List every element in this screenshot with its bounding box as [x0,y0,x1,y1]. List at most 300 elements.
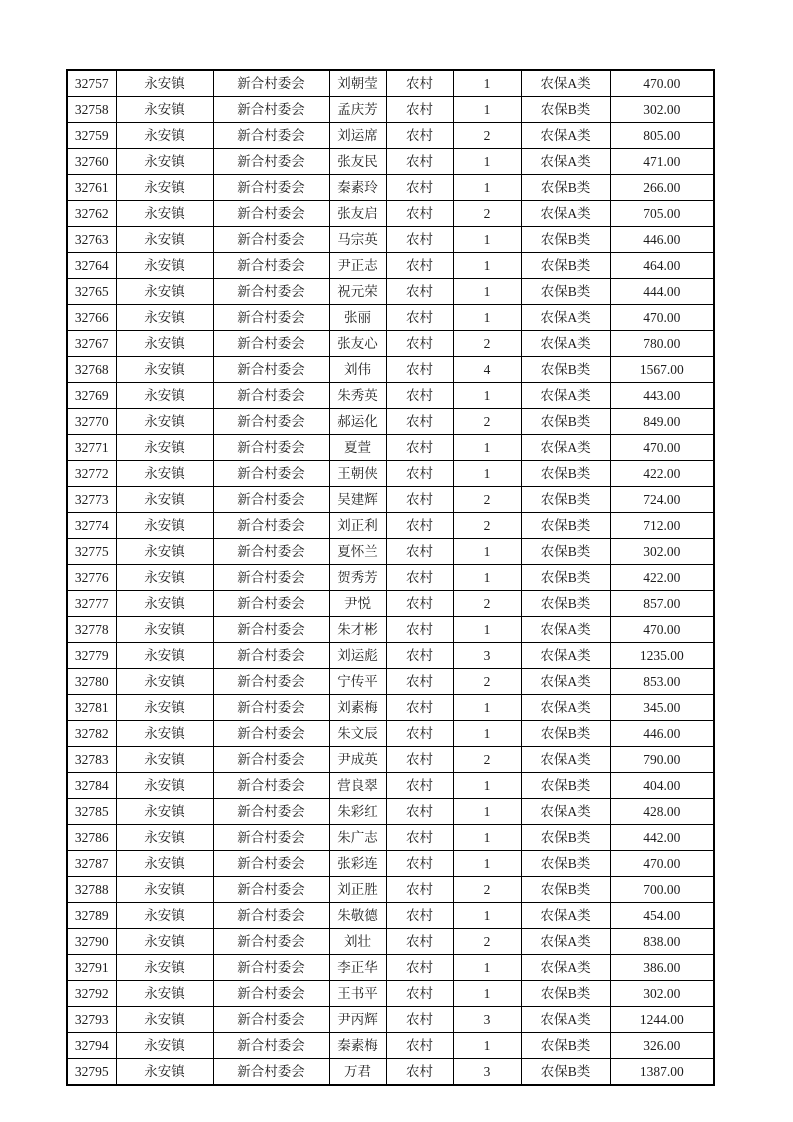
cell-serial-number: 32789 [67,903,116,929]
cell-village-committee: 新合村委会 [213,357,329,383]
cell-amount: 422.00 [610,565,714,591]
cell-person-name: 王朝侠 [329,461,386,487]
cell-amount: 302.00 [610,981,714,1007]
cell-serial-number: 32779 [67,643,116,669]
cell-town: 永安镇 [116,617,213,643]
cell-person-name: 刘伟 [329,357,386,383]
cell-person-name: 朱彩红 [329,799,386,825]
cell-village-committee: 新合村委会 [213,591,329,617]
cell-insurance-category: 农保A类 [521,747,610,773]
cell-town: 永安镇 [116,877,213,903]
cell-serial-number: 32758 [67,97,116,123]
cell-amount: 443.00 [610,383,714,409]
cell-village-committee: 新合村委会 [213,669,329,695]
cell-serial-number: 32774 [67,513,116,539]
cell-person-count: 2 [453,123,521,149]
cell-town: 永安镇 [116,175,213,201]
cell-serial-number: 32791 [67,955,116,981]
cell-serial-number: 32792 [67,981,116,1007]
cell-amount: 386.00 [610,955,714,981]
cell-insurance-category: 农保B类 [521,1033,610,1059]
cell-person-count: 1 [453,721,521,747]
cell-village-committee: 新合村委会 [213,175,329,201]
cell-household-type: 农村 [386,357,453,383]
cell-person-name: 秦素梅 [329,1033,386,1059]
cell-person-name: 王书平 [329,981,386,1007]
cell-insurance-category: 农保B类 [521,175,610,201]
table-row [67,1033,714,1059]
cell-person-count: 1 [453,773,521,799]
cell-household-type: 农村 [386,877,453,903]
cell-serial-number: 32759 [67,123,116,149]
cell-person-name: 刘朝莹 [329,70,386,97]
cell-person-count: 1 [453,955,521,981]
cell-village-committee: 新合村委会 [213,1059,329,1086]
cell-person-count: 1 [453,825,521,851]
table-row [67,201,714,227]
cell-amount: 444.00 [610,279,714,305]
cell-amount: 838.00 [610,929,714,955]
cell-person-name: 尹丙辉 [329,1007,386,1033]
cell-town: 永安镇 [116,1007,213,1033]
cell-insurance-category: 农保A类 [521,123,610,149]
table-row [67,643,714,669]
cell-person-count: 1 [453,617,521,643]
cell-person-count: 1 [453,981,521,1007]
cell-person-name: 秦素玲 [329,175,386,201]
cell-household-type: 农村 [386,70,453,97]
cell-household-type: 农村 [386,721,453,747]
cell-person-name: 朱敬德 [329,903,386,929]
cell-household-type: 农村 [386,253,453,279]
cell-village-committee: 新合村委会 [213,70,329,97]
cell-village-committee: 新合村委会 [213,97,329,123]
cell-insurance-category: 农保A类 [521,929,610,955]
cell-person-count: 1 [453,253,521,279]
cell-household-type: 农村 [386,487,453,513]
cell-person-count: 3 [453,643,521,669]
cell-town: 永安镇 [116,799,213,825]
cell-insurance-category: 农保A类 [521,383,610,409]
cell-person-name: 张彩连 [329,851,386,877]
cell-person-count: 4 [453,357,521,383]
cell-town: 永安镇 [116,851,213,877]
cell-person-count: 2 [453,409,521,435]
table-row [67,617,714,643]
table-row [67,487,714,513]
cell-amount: 446.00 [610,227,714,253]
table-row [67,383,714,409]
cell-insurance-category: 农保A类 [521,669,610,695]
cell-amount: 470.00 [610,851,714,877]
cell-person-name: 宁传平 [329,669,386,695]
cell-person-count: 1 [453,149,521,175]
subsidy-table-body [67,70,714,1085]
cell-amount: 442.00 [610,825,714,851]
cell-person-count: 2 [453,877,521,903]
cell-town: 永安镇 [116,149,213,175]
cell-village-committee: 新合村委会 [213,565,329,591]
cell-amount: 724.00 [610,487,714,513]
cell-insurance-category: 农保B类 [521,513,610,539]
table-row [67,877,714,903]
cell-amount: 428.00 [610,799,714,825]
cell-amount: 1244.00 [610,1007,714,1033]
cell-village-committee: 新合村委会 [213,643,329,669]
cell-serial-number: 32767 [67,331,116,357]
table-row [67,721,714,747]
cell-insurance-category: 农保B类 [521,1059,610,1086]
cell-person-count: 3 [453,1059,521,1086]
cell-insurance-category: 农保B类 [521,773,610,799]
cell-town: 永安镇 [116,695,213,721]
cell-person-name: 孟庆芳 [329,97,386,123]
cell-insurance-category: 农保B类 [521,461,610,487]
table-row [67,695,714,721]
cell-insurance-category: 农保A类 [521,201,610,227]
cell-serial-number: 32783 [67,747,116,773]
cell-amount: 422.00 [610,461,714,487]
cell-serial-number: 32761 [67,175,116,201]
cell-household-type: 农村 [386,227,453,253]
table-row [67,70,714,97]
cell-person-count: 1 [453,565,521,591]
cell-village-committee: 新合村委会 [213,903,329,929]
cell-person-count: 1 [453,279,521,305]
cell-household-type: 农村 [386,643,453,669]
cell-amount: 1387.00 [610,1059,714,1086]
cell-village-committee: 新合村委会 [213,331,329,357]
cell-serial-number: 32788 [67,877,116,903]
cell-household-type: 农村 [386,903,453,929]
cell-town: 永安镇 [116,253,213,279]
cell-insurance-category: 农保B类 [521,97,610,123]
table-row [67,1059,714,1086]
cell-person-name: 刘壮 [329,929,386,955]
cell-person-name: 刘运席 [329,123,386,149]
cell-person-name: 夏怀兰 [329,539,386,565]
cell-town: 永安镇 [116,435,213,461]
cell-person-name: 尹悦 [329,591,386,617]
cell-town: 永安镇 [116,201,213,227]
table-row [67,409,714,435]
cell-village-committee: 新合村委会 [213,955,329,981]
cell-person-name: 郝运化 [329,409,386,435]
cell-insurance-category: 农保A类 [521,695,610,721]
cell-household-type: 农村 [386,513,453,539]
cell-town: 永安镇 [116,643,213,669]
cell-town: 永安镇 [116,955,213,981]
cell-insurance-category: 农保B类 [521,721,610,747]
cell-amount: 326.00 [610,1033,714,1059]
cell-household-type: 农村 [386,1007,453,1033]
cell-person-name: 张友民 [329,149,386,175]
cell-person-count: 1 [453,851,521,877]
cell-town: 永安镇 [116,357,213,383]
table-row [67,331,714,357]
cell-amount: 470.00 [610,435,714,461]
cell-household-type: 农村 [386,1033,453,1059]
cell-town: 永安镇 [116,721,213,747]
cell-person-count: 2 [453,331,521,357]
cell-town: 永安镇 [116,383,213,409]
cell-household-type: 农村 [386,409,453,435]
table-row [67,565,714,591]
cell-town: 永安镇 [116,123,213,149]
cell-serial-number: 32782 [67,721,116,747]
cell-person-count: 1 [453,799,521,825]
cell-person-count: 1 [453,461,521,487]
cell-insurance-category: 农保B类 [521,279,610,305]
cell-amount: 1235.00 [610,643,714,669]
cell-amount: 446.00 [610,721,714,747]
cell-village-committee: 新合村委会 [213,695,329,721]
cell-village-committee: 新合村委会 [213,851,329,877]
cell-town: 永安镇 [116,513,213,539]
cell-serial-number: 32770 [67,409,116,435]
cell-household-type: 农村 [386,929,453,955]
cell-village-committee: 新合村委会 [213,773,329,799]
cell-insurance-category: 农保A类 [521,643,610,669]
cell-serial-number: 32757 [67,70,116,97]
cell-amount: 805.00 [610,123,714,149]
cell-insurance-category: 农保A类 [521,799,610,825]
cell-person-count: 1 [453,1033,521,1059]
cell-village-committee: 新合村委会 [213,123,329,149]
cell-household-type: 农村 [386,851,453,877]
cell-household-type: 农村 [386,383,453,409]
cell-village-committee: 新合村委会 [213,747,329,773]
cell-serial-number: 32766 [67,305,116,331]
table-row [67,799,714,825]
cell-household-type: 农村 [386,825,453,851]
cell-serial-number: 32785 [67,799,116,825]
cell-amount: 464.00 [610,253,714,279]
cell-serial-number: 32780 [67,669,116,695]
cell-household-type: 农村 [386,279,453,305]
cell-insurance-category: 农保A类 [521,617,610,643]
table-row [67,539,714,565]
cell-serial-number: 32775 [67,539,116,565]
cell-town: 永安镇 [116,97,213,123]
cell-household-type: 农村 [386,747,453,773]
table-row [67,435,714,461]
cell-person-name: 刘正利 [329,513,386,539]
cell-insurance-category: 农保B类 [521,227,610,253]
cell-insurance-category: 农保B类 [521,539,610,565]
cell-person-name: 贺秀芳 [329,565,386,591]
cell-amount: 1567.00 [610,357,714,383]
subsidy-table [66,69,715,1086]
cell-serial-number: 32760 [67,149,116,175]
cell-town: 永安镇 [116,825,213,851]
cell-person-count: 1 [453,695,521,721]
cell-town: 永安镇 [116,747,213,773]
table-row [67,825,714,851]
cell-person-name: 张友心 [329,331,386,357]
table-row [67,305,714,331]
cell-town: 永安镇 [116,487,213,513]
cell-town: 永安镇 [116,773,213,799]
table-row [67,357,714,383]
cell-amount: 712.00 [610,513,714,539]
cell-household-type: 农村 [386,97,453,123]
cell-amount: 404.00 [610,773,714,799]
cell-village-committee: 新合村委会 [213,617,329,643]
cell-person-count: 1 [453,903,521,929]
cell-village-committee: 新合村委会 [213,487,329,513]
cell-amount: 302.00 [610,539,714,565]
cell-household-type: 农村 [386,123,453,149]
table-row [67,981,714,1007]
cell-amount: 302.00 [610,97,714,123]
cell-household-type: 农村 [386,175,453,201]
cell-amount: 454.00 [610,903,714,929]
cell-person-name: 李正华 [329,955,386,981]
cell-town: 永安镇 [116,981,213,1007]
cell-village-committee: 新合村委会 [213,721,329,747]
table-row [67,955,714,981]
cell-household-type: 农村 [386,773,453,799]
table-row [67,461,714,487]
cell-village-committee: 新合村委会 [213,981,329,1007]
cell-town: 永安镇 [116,1033,213,1059]
cell-town: 永安镇 [116,279,213,305]
cell-household-type: 农村 [386,305,453,331]
cell-serial-number: 32795 [67,1059,116,1086]
table-row [67,149,714,175]
cell-serial-number: 32771 [67,435,116,461]
table-row [67,253,714,279]
cell-town: 永安镇 [116,539,213,565]
cell-household-type: 农村 [386,149,453,175]
cell-person-name: 朱秀英 [329,383,386,409]
cell-amount: 857.00 [610,591,714,617]
cell-serial-number: 32769 [67,383,116,409]
cell-person-count: 1 [453,175,521,201]
cell-insurance-category: 农保A类 [521,305,610,331]
cell-serial-number: 32762 [67,201,116,227]
table-row [67,747,714,773]
cell-insurance-category: 农保B类 [521,981,610,1007]
cell-person-count: 2 [453,669,521,695]
cell-insurance-category: 农保B类 [521,357,610,383]
cell-household-type: 农村 [386,669,453,695]
cell-town: 永安镇 [116,331,213,357]
cell-person-count: 1 [453,435,521,461]
cell-insurance-category: 农保A类 [521,955,610,981]
cell-insurance-category: 农保A类 [521,331,610,357]
cell-insurance-category: 农保B类 [521,487,610,513]
cell-person-name: 尹正志 [329,253,386,279]
cell-person-count: 1 [453,227,521,253]
table-row [67,279,714,305]
cell-insurance-category: 农保A类 [521,903,610,929]
cell-amount: 790.00 [610,747,714,773]
cell-serial-number: 32784 [67,773,116,799]
cell-person-count: 1 [453,70,521,97]
cell-town: 永安镇 [116,70,213,97]
cell-person-name: 刘素梅 [329,695,386,721]
cell-village-committee: 新合村委会 [213,825,329,851]
cell-person-name: 万君 [329,1059,386,1086]
table-row [67,591,714,617]
cell-insurance-category: 农保A类 [521,435,610,461]
cell-person-count: 2 [453,929,521,955]
cell-person-count: 1 [453,383,521,409]
cell-household-type: 农村 [386,331,453,357]
cell-insurance-category: 农保A类 [521,149,610,175]
cell-amount: 700.00 [610,877,714,903]
cell-amount: 470.00 [610,305,714,331]
cell-amount: 266.00 [610,175,714,201]
cell-insurance-category: 农保B类 [521,877,610,903]
cell-person-count: 1 [453,305,521,331]
cell-serial-number: 32793 [67,1007,116,1033]
cell-person-count: 1 [453,539,521,565]
cell-household-type: 农村 [386,435,453,461]
cell-serial-number: 32768 [67,357,116,383]
cell-village-committee: 新合村委会 [213,877,329,903]
table-row [67,851,714,877]
cell-amount: 780.00 [610,331,714,357]
cell-person-count: 3 [453,1007,521,1033]
cell-person-count: 1 [453,97,521,123]
cell-amount: 705.00 [610,201,714,227]
cell-serial-number: 32794 [67,1033,116,1059]
cell-town: 永安镇 [116,409,213,435]
cell-insurance-category: 农保A类 [521,1007,610,1033]
cell-village-committee: 新合村委会 [213,435,329,461]
table-row [67,669,714,695]
cell-serial-number: 32778 [67,617,116,643]
cell-village-committee: 新合村委会 [213,799,329,825]
cell-town: 永安镇 [116,227,213,253]
cell-village-committee: 新合村委会 [213,461,329,487]
cell-household-type: 农村 [386,955,453,981]
cell-village-committee: 新合村委会 [213,1007,329,1033]
cell-household-type: 农村 [386,799,453,825]
cell-person-name: 马宗英 [329,227,386,253]
cell-village-committee: 新合村委会 [213,539,329,565]
table-row [67,97,714,123]
cell-serial-number: 32786 [67,825,116,851]
cell-serial-number: 32764 [67,253,116,279]
cell-insurance-category: 农保B类 [521,825,610,851]
cell-household-type: 农村 [386,591,453,617]
cell-person-name: 刘正胜 [329,877,386,903]
cell-household-type: 农村 [386,1059,453,1086]
cell-person-name: 刘运彪 [329,643,386,669]
cell-serial-number: 32772 [67,461,116,487]
cell-household-type: 农村 [386,981,453,1007]
cell-person-count: 2 [453,201,521,227]
cell-insurance-category: 农保B类 [521,851,610,877]
cell-household-type: 农村 [386,539,453,565]
cell-person-count: 2 [453,487,521,513]
cell-serial-number: 32776 [67,565,116,591]
table-row [67,929,714,955]
cell-town: 永安镇 [116,305,213,331]
cell-household-type: 农村 [386,201,453,227]
cell-insurance-category: 农保B类 [521,565,610,591]
cell-household-type: 农村 [386,617,453,643]
cell-town: 永安镇 [116,461,213,487]
cell-amount: 470.00 [610,70,714,97]
cell-town: 永安镇 [116,565,213,591]
cell-person-name: 营良翠 [329,773,386,799]
cell-serial-number: 32787 [67,851,116,877]
